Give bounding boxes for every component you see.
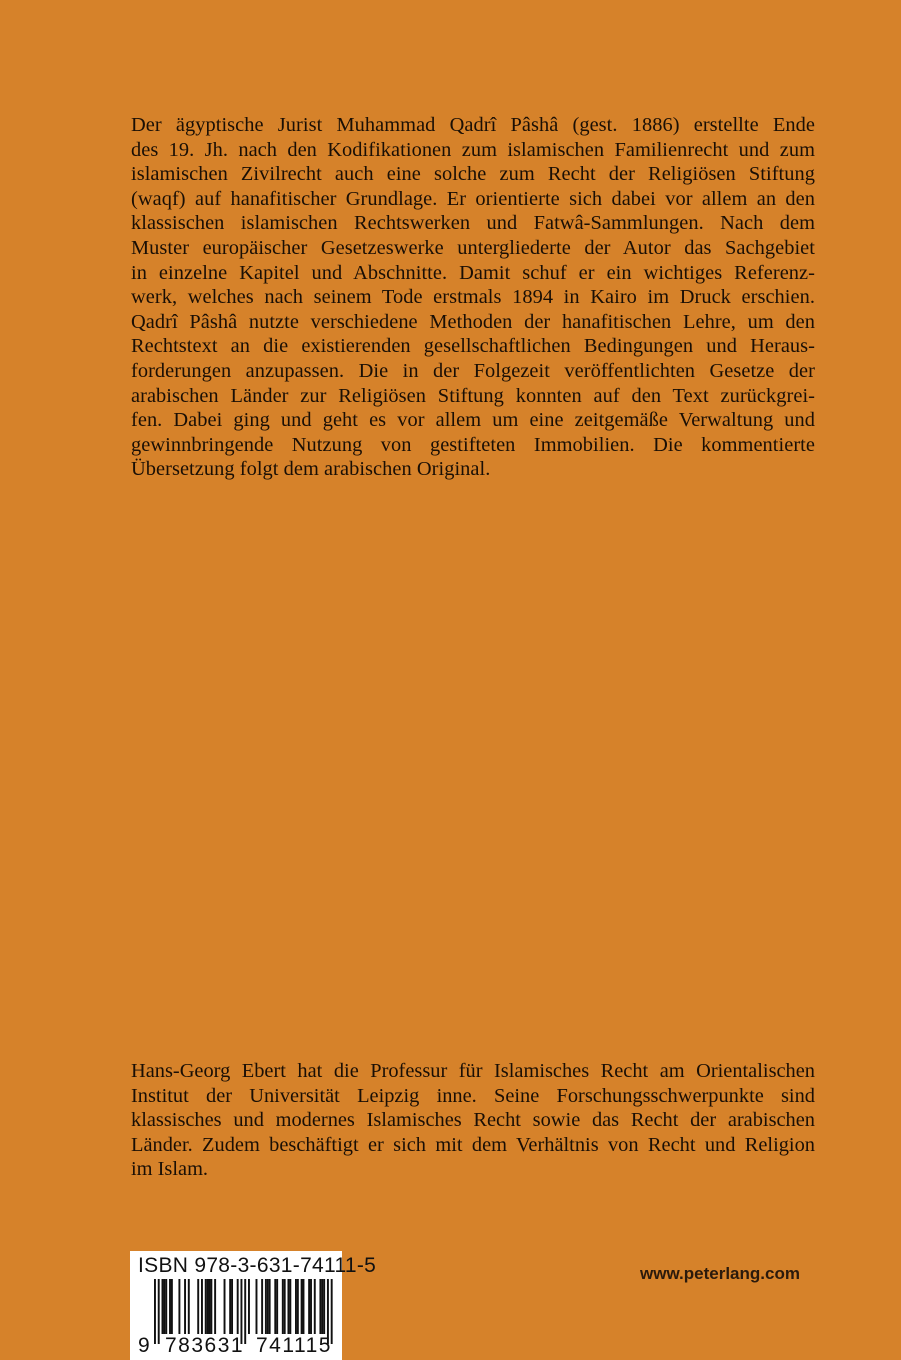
barcode-bar (319, 1279, 321, 1334)
barcode-guard-bar (154, 1279, 156, 1344)
barcode-guard-bar (158, 1279, 160, 1344)
barcode-bar (297, 1279, 299, 1334)
description-line: (waqf) auf hanafitischer Grundlage. Er orientierte sich dabei vor allem an den (131, 187, 815, 210)
description-line: arabischen Länder zur Religiösen Stiftung konnten auf den Text zurückgrei- (131, 384, 815, 407)
ean-right-digits: 741115 (256, 1334, 332, 1357)
barcode-bar (310, 1279, 312, 1334)
barcode-bar (178, 1279, 180, 1334)
barcode-bar (256, 1279, 258, 1334)
author-bio-line: klassisches und modernes Islamisches Recht sowie das Recht der arabischen (131, 1109, 815, 1132)
description-line: fen. Dabei ging und geht es vor allem um eine zeitgemäße Verwaltung und (131, 409, 815, 432)
barcode-bar (207, 1279, 209, 1334)
barcode-bar (314, 1279, 316, 1334)
barcode-bar (274, 1279, 276, 1334)
barcode-bar (265, 1279, 267, 1334)
barcode-bar (284, 1279, 286, 1334)
description-line: Qadrî Pâshâ nutzte verschiedene Methoden der hanafitischen Lehre, um den (131, 310, 815, 333)
barcode-bar (261, 1279, 263, 1334)
ean-left-digits: 783631 (165, 1334, 245, 1357)
barcode-bar (169, 1279, 171, 1334)
description-line: werk, welches nach seinem Tode erstmals 1894 in Kairo im Druck erschien. (131, 286, 815, 309)
description-line: in einzelne Kapitel und Abschnitte. Damit schuf er ein wichtiges Referenz- (131, 261, 815, 284)
description-line: Übersetzung folgt dem arabischen Original. (131, 458, 491, 481)
barcode-bar (269, 1279, 271, 1334)
barcode-bar (248, 1279, 250, 1334)
barcode-bar (237, 1279, 239, 1334)
barcode-bar (201, 1279, 203, 1334)
barcode-bar (231, 1279, 233, 1334)
barcode-bar (165, 1279, 167, 1334)
author-biography (131, 1059, 815, 1182)
author-bio-line: im Islam. (131, 1158, 209, 1181)
barcode-bar (184, 1279, 186, 1334)
barcode-bar (188, 1279, 190, 1334)
barcode-bar (282, 1279, 284, 1334)
description-line: gewinnbringende Nutzung von gestifteten Immobilien. Die kommentierte (131, 433, 815, 456)
barcode-bar (308, 1279, 310, 1334)
barcode-bar (287, 1279, 289, 1334)
barcode-bar (162, 1279, 164, 1334)
barcode-bar (289, 1279, 291, 1334)
isbn-barcode (130, 1251, 377, 1360)
barcode-bar (209, 1279, 211, 1334)
publisher-website-link[interactable]: www.peterlang.com (640, 1264, 800, 1283)
barcode-bar (323, 1279, 325, 1334)
barcode-bar (295, 1279, 297, 1334)
barcode-bar (214, 1279, 216, 1334)
isbn-label: ISBN 978-3-631-74111-5 (138, 1254, 377, 1277)
description-line: Der ägyptische Jurist Muhammad Qadrî Pâshâ (gest. 1886) erstellte Ende (131, 114, 815, 136)
barcode-bar (229, 1279, 231, 1334)
description-line: forderungen anzupassen. Die in der Folgezeit veröffentlichten Gesetze der (131, 359, 815, 382)
barcode-bar (171, 1279, 173, 1334)
ean-first-digit: 9 (138, 1334, 150, 1357)
author-bio-line: Länder. Zudem beschäftigt er sich mit dem Verhältnis von Recht und Religion (131, 1133, 815, 1156)
description-line: Rechtstext an die existierenden gesellschaftlichen Bedingungen und Heraus- (131, 335, 815, 358)
barcode-bar (276, 1279, 278, 1334)
book-description (131, 113, 815, 482)
description-line: Muster europäischer Gesetzeswerke untergliederte der Autor das Sachgebiet (131, 236, 815, 259)
barcode-bar (205, 1279, 207, 1334)
barcode-bar (163, 1279, 165, 1334)
description-line: des 19. Jh. nach den Kodifikationen zum islamischen Familienrecht und zum (131, 138, 815, 161)
barcode-bar (267, 1279, 269, 1334)
description-line: islamischen Zivilrecht auch eine solche zum Recht der Religiösen Stiftung (131, 163, 815, 186)
description-line: klassischen islamischen Rechtswerken und Fatwâ-Sammlungen. Nach dem (131, 212, 815, 235)
author-bio-line: Institut der Universität Leipzig inne. Seine Forschungsschwerpunkte sind (131, 1084, 815, 1107)
barcode-bar (197, 1279, 199, 1334)
barcode-bar (224, 1279, 226, 1334)
barcode-bar (321, 1279, 323, 1334)
barcode-bar (210, 1279, 212, 1334)
barcode-guard-bar (244, 1279, 246, 1344)
barcode-bar (301, 1279, 303, 1334)
author-bio-line: Hans-Georg Ebert hat die Professur für Islamisches Recht am Orientalischen (131, 1060, 815, 1082)
barcode-bar (303, 1279, 305, 1334)
